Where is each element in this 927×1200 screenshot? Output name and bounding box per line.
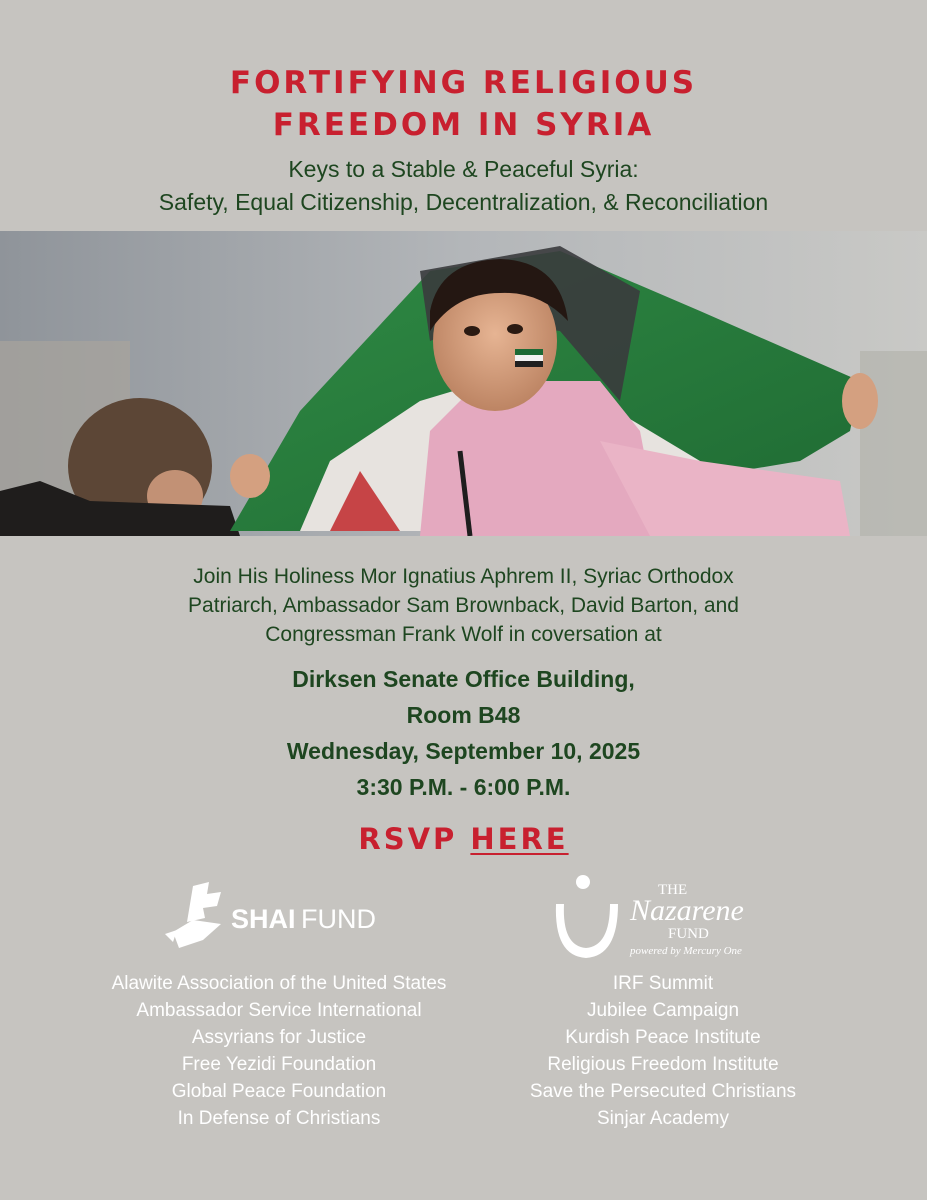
venue-room: Room B48 <box>406 702 521 728</box>
partner-item: Ambassador Service International <box>136 1000 422 1021</box>
title-line-1: FORTIFYING RELIGIOUS <box>229 65 698 101</box>
partner-item: Religious Freedom Institute <box>547 1054 779 1075</box>
partner-item: IRF Summit <box>612 973 714 994</box>
hero-photo <box>0 231 927 536</box>
nazarene-fund-logo <box>550 870 790 966</box>
partner-item: Kurdish Peace Institute <box>565 1027 761 1048</box>
shai-fund-logo <box>163 882 403 954</box>
invitation-text <box>0 562 927 649</box>
subtitle-line-2: Safety, Equal Citizenship, Decentralization, & Reconciliation <box>158 189 769 215</box>
partner-item: Jubilee Campaign <box>586 1000 740 1021</box>
partner-item: In Defense of Christians <box>177 1108 381 1129</box>
title-line-2: FREEDOM IN SYRIA <box>272 107 655 143</box>
nun-symbol-icon <box>556 875 618 958</box>
nazarene-the: THE <box>658 882 688 898</box>
shai-name: SHAI <box>231 904 296 934</box>
nazarene-fund: FUND <box>668 926 709 942</box>
rsvp-label: RSVP <box>358 822 458 856</box>
partner-list-right <box>463 970 863 1132</box>
event-time: 3:30 P.M. - 6:00 P.M. <box>356 774 571 800</box>
partner-list-left <box>79 970 479 1132</box>
event-date: Wednesday, September 10, 2025 <box>286 738 641 764</box>
rsvp-section <box>0 822 927 856</box>
subtitle-line-1: Keys to a Stable & Peaceful Syria: <box>288 156 639 182</box>
invitation-line-3: Congressman Frank Wolf in coversation at <box>265 623 662 646</box>
partner-item: Save the Persecuted Christians <box>529 1081 797 1102</box>
partner-item: Alawite Association of the United States <box>111 973 447 994</box>
nazarene-name: Nazarene <box>630 894 744 927</box>
partner-item: Free Yezidi Foundation <box>181 1054 377 1075</box>
invitation-line-2: Patriarch, Ambassador Sam Brownback, David Barton, and <box>188 594 739 617</box>
partner-item: Global Peace Foundation <box>171 1081 387 1102</box>
event-details <box>0 661 927 805</box>
partner-item: Sinjar Academy <box>596 1108 729 1129</box>
venue-building: Dirksen Senate Office Building, <box>292 666 635 692</box>
nazarene-tagline: powered by Mercury One <box>630 945 742 957</box>
partner-item: Assyrians for Justice <box>191 1027 367 1048</box>
invitation-line-1: Join His Holiness Mor Ignatius Aphrem II, Syriac Orthodox <box>193 565 734 588</box>
event-title <box>0 62 927 146</box>
shai-fund: FUND <box>301 904 376 934</box>
shai-ship-icon <box>165 882 221 948</box>
event-subtitle <box>0 153 927 219</box>
rsvp-link[interactable]: HERE <box>470 822 569 856</box>
